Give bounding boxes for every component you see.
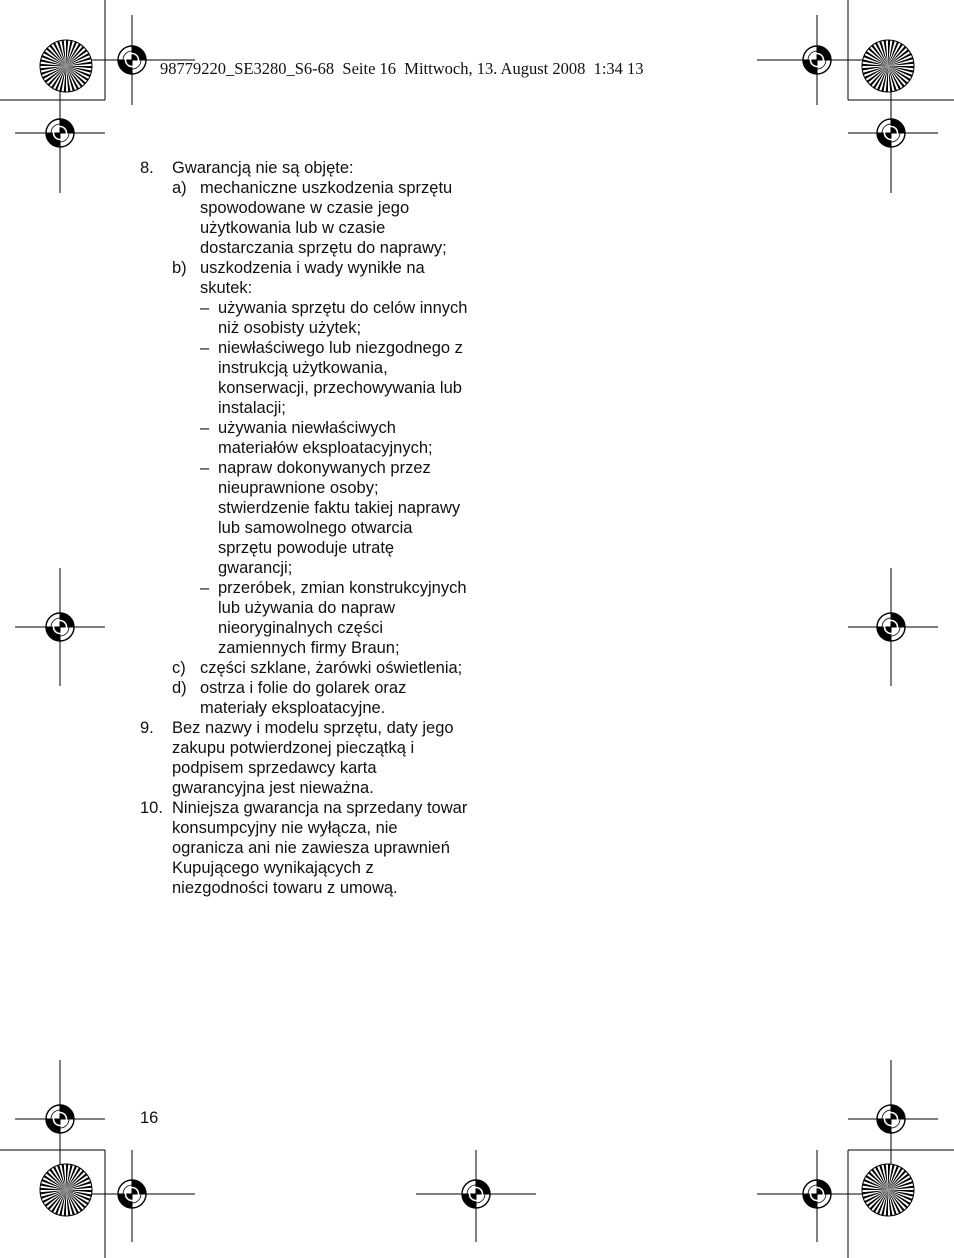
star-target-icon xyxy=(862,40,914,92)
item-number: 10. xyxy=(140,799,163,817)
registration-mark-icon xyxy=(848,568,938,686)
sub-item-text: mechaniczne uszkodzenia sprzętu spowodowane w czasie jego użytkowania lub w czasie dostarczania sprzętu do naprawy; xyxy=(200,179,453,257)
item-text: Gwarancją nie są objęte: xyxy=(172,159,354,177)
item-number: 8. xyxy=(140,159,154,177)
sub-item xyxy=(172,678,470,718)
dash-item xyxy=(200,338,470,418)
dash-mark: – xyxy=(200,459,210,477)
dash-mark: – xyxy=(200,579,210,597)
warranty-list xyxy=(140,158,470,898)
dash-item xyxy=(200,418,470,458)
dash-mark: – xyxy=(200,419,210,437)
dash-item-text: niewłaściwego lub niezgodnego z instrukcją użytkowania, konserwacji, przechowywania lub instalacji; xyxy=(218,339,463,417)
item-text: Bez nazwy i modelu sprzętu, daty jego zakupu potwierdzonej pieczątką i podpisem sprzedawcy karta gwarancyjna jest nieważna. xyxy=(172,719,454,797)
registration-mark-icon xyxy=(757,15,877,105)
dash-item xyxy=(200,458,470,578)
registration-mark-icon xyxy=(15,1060,105,1178)
sub-item-text: części szklane, żarówki oświetlenia; xyxy=(200,659,463,677)
page-number: 16 xyxy=(140,1109,159,1127)
dash-mark: – xyxy=(200,299,210,317)
sub-item-letter: b) xyxy=(172,259,187,277)
registration-mark-icon xyxy=(15,568,105,686)
dash-item-text: używania niewłaściwych materiałów eksploatacyjnych; xyxy=(218,419,433,457)
sub-item-letter: a) xyxy=(172,179,187,197)
dash-item-text: napraw dokonywanych przez nieuprawnione osoby; stwierdzenie faktu takiej naprawy lub samowolnego otwarcia sprzętu powoduje utratę gwarancji; xyxy=(218,459,461,577)
dash-item xyxy=(200,298,470,338)
dash-item-text: używania sprzętu do celów innych niż osobisty użytek; xyxy=(218,299,468,337)
registration-mark-icon xyxy=(757,1150,877,1242)
sub-item-text: ostrza i folie do golarek oraz materiały eksploatacyjne. xyxy=(200,679,407,717)
sub-item xyxy=(172,258,470,658)
sub-item xyxy=(172,658,470,678)
registration-mark-icon xyxy=(416,1150,536,1242)
dash-item-text: przeróbek, zmian konstrukcyjnych lub używania do napraw nieoryginalnych części zamiennych firmy Braun; xyxy=(218,579,467,657)
sub-item-letter: c) xyxy=(172,659,186,677)
star-target-icon xyxy=(40,1164,92,1216)
registration-mark-icon xyxy=(848,75,938,193)
star-target-icon xyxy=(862,1164,914,1216)
registration-mark-icon xyxy=(75,1150,195,1242)
list-item xyxy=(140,798,470,898)
list-item xyxy=(140,158,470,718)
dash-item xyxy=(200,578,470,658)
sub-item xyxy=(172,178,470,258)
registration-mark-icon xyxy=(15,75,105,193)
item-number: 9. xyxy=(140,719,154,737)
sub-item-text: uszkodzenia i wady wynikłe na skutek: xyxy=(200,259,425,297)
print-slug: 98779220_SE3280_S6-68 Seite 16 Mittwoch, 13. August 2008 1:34 13 xyxy=(160,59,644,78)
sub-item-letter: d) xyxy=(172,679,187,697)
registration-mark-icon xyxy=(848,1060,938,1178)
list-item xyxy=(140,718,470,798)
dash-mark: – xyxy=(200,339,210,357)
item-text: Niniejsza gwarancja na sprzedany towar konsumpcyjny nie wyłącza, nie ogranicza ani nie zawiesza uprawnień Kupującego wynikających z niezgodności towaru z umową. xyxy=(172,799,468,897)
star-target-icon xyxy=(40,40,92,92)
